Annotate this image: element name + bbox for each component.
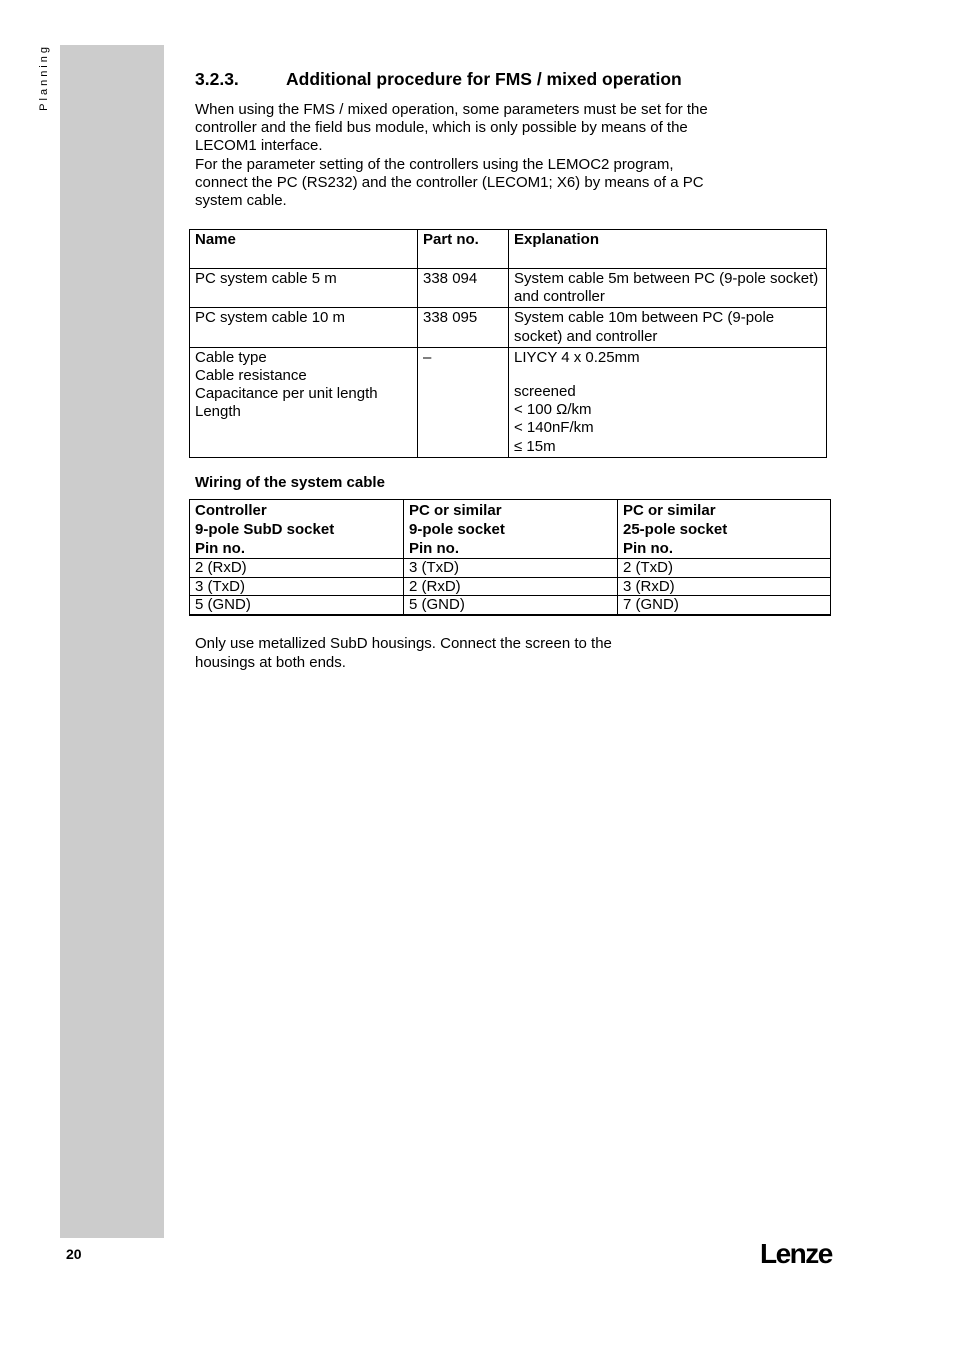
spec-name: Cable resistance xyxy=(195,367,307,385)
section-title: Additional procedure for FMS / mixed operation xyxy=(286,69,682,89)
spec-value: < 100 Ω/km xyxy=(514,401,592,419)
table-cell: 338 094 xyxy=(418,269,509,308)
table-cell: 2 (TxD) xyxy=(618,559,831,578)
header-line: Pin no. xyxy=(623,540,673,557)
table-row-spec xyxy=(190,347,827,457)
table-cell: – xyxy=(418,347,509,457)
table-row xyxy=(190,308,827,347)
table-cell: 2 (RxD) xyxy=(190,559,404,578)
table-row xyxy=(190,577,831,596)
spec-name: Capacitance per unit length xyxy=(195,385,378,403)
section-number: 3.2.3. xyxy=(195,69,239,89)
header-line: 25-pole socket xyxy=(623,521,728,538)
column-header xyxy=(404,500,618,559)
intro-paragraph-2: For the parameter setting of the controllers using the LEMOC2 program, connect the PC (RS232) and the controller (LECOM1; X6) by means of a PC system cable. xyxy=(195,155,704,210)
cable-table xyxy=(189,229,827,458)
svg-text:Lenze: Lenze xyxy=(760,1238,832,1269)
table-cell: System cable 5m between PC (9-pole socket) and controller xyxy=(509,269,827,308)
table-cell: 7 (GND) xyxy=(618,596,831,615)
margin-band xyxy=(60,45,164,1238)
housing-note: Only use metallized SubD housings. Connect the screen to the housings at both ends. xyxy=(195,635,612,671)
spec-name: Length xyxy=(195,403,241,421)
header-line: 9-pole SubD socket xyxy=(195,521,335,538)
column-header: Explanation xyxy=(509,230,827,269)
wiring-heading: Wiring of the system cable xyxy=(195,474,385,491)
table-cell: 3 (TxD) xyxy=(190,577,404,596)
table-cell: 338 095 xyxy=(418,308,509,347)
table-row xyxy=(190,559,831,578)
side-chapter-label: Planning xyxy=(38,44,50,111)
spec-value xyxy=(514,367,821,383)
table-cell: 3 (RxD) xyxy=(618,577,831,596)
table-header-row xyxy=(190,230,827,269)
table-cell-spec-names xyxy=(190,347,418,457)
header-line: Pin no. xyxy=(195,540,245,557)
table-cell: PC system cable 10 m xyxy=(190,308,418,347)
page-number: 20 xyxy=(66,1246,82,1262)
table-cell: System cable 10m between PC (9-pole socket) and controller xyxy=(509,308,827,347)
table-cell: 2 (RxD) xyxy=(404,577,618,596)
spec-value: LIYCY 4 x 0.25mm xyxy=(514,348,640,366)
table-cell: 3 (TxD) xyxy=(404,559,618,578)
column-header xyxy=(190,500,404,559)
header-line: Controller xyxy=(195,502,267,519)
header-line: Pin no. xyxy=(409,540,459,557)
table-cell: PC system cable 5 m xyxy=(190,269,418,308)
table-cell: 5 (GND) xyxy=(190,596,404,615)
spec-name: Cable type xyxy=(195,348,267,366)
spec-value: screened xyxy=(514,383,576,401)
table-header-row xyxy=(190,500,831,559)
column-header: Part no. xyxy=(418,230,509,269)
header-line: 9-pole socket xyxy=(409,521,505,538)
intro-paragraph-1: When using the FMS / mixed operation, some parameters must be set for the controller and the field bus module, which is only possible by means of the LECOM1 interface. xyxy=(195,101,708,155)
table-row xyxy=(190,596,831,615)
table-cell-spec-values xyxy=(509,347,827,457)
section-heading xyxy=(195,69,682,90)
spec-value: < 140nF/km xyxy=(514,419,594,437)
column-header: Name xyxy=(190,230,418,269)
table-row xyxy=(190,269,827,308)
wiring-table xyxy=(189,499,831,616)
table-cell: 5 (GND) xyxy=(404,596,618,615)
lenze-logo xyxy=(760,1234,840,1270)
column-header xyxy=(618,500,831,559)
header-line: PC or similar xyxy=(409,502,502,519)
spec-value: ≤ 15m xyxy=(514,437,556,455)
header-line: PC or similar xyxy=(623,502,716,519)
intro-text xyxy=(195,101,715,210)
